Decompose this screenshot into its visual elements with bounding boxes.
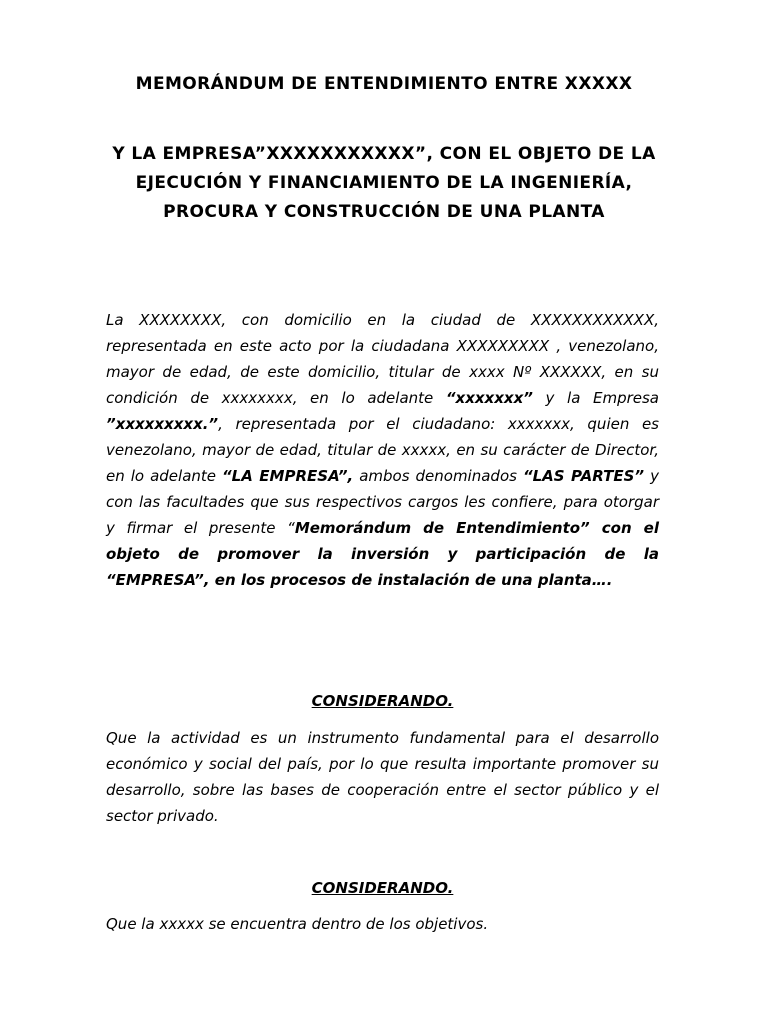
intro-text-1: La XXXXXXXX, con domicilio en la ciudad de XXXXXXXXXXXX, representada en este acto por la ciudadana XXXXXXXXX , venezolano, mayor de edad, de este domicilio, titular de xxxx Nº XXXXXX, en su condición de xxxxxxxx, en lo adelante (106, 311, 659, 407)
intro-bold-1: “xxxxxxx” (445, 389, 533, 407)
document-title-line1: MEMORÁNDUM DE ENTENDIMIENTO ENTRE XXXXX (135, 74, 633, 94)
intro-text-2: y la Empresa (532, 389, 659, 407)
considerando-heading-2: CONSIDERANDO. (311, 879, 454, 897)
intro-text-4: ambos denominados (353, 467, 523, 485)
document-title-line2: Y LA EMPRESA”XXXXXXXXXXX”, CON EL OBJETO DE LA EJECUCIÓN Y FINANCIAMIENTO DE LA INGENIERÍA, PROCURA Y CONSTRUCCIÓN DE UNA PLANTA (112, 144, 656, 222)
intro-bold-5: Memorándum de Entendimiento” con el objeto de promover la inversión y participación de la “EMPRESA”, en los procesos de instalación de una planta…. (106, 519, 659, 589)
intro-text-5: y con las facultades que sus respectivos cargos les confiere, para otorgar y firmar el presente “ (106, 467, 659, 537)
intro-paragraph (106, 307, 659, 593)
intro-bold-2: ”xxxxxxxxx.” (106, 415, 219, 433)
intro-text-3: , representada por el ciudadano: xxxxxxx, quien es venezolano, mayor de edad, titular de xxxxx, en su carácter de Director, en lo adelante (106, 415, 659, 485)
intro-bold-4: “LAS PARTES” (522, 467, 645, 485)
considerando-paragraph-2: Que la xxxxx se encuentra dentro de los objetivos. (106, 915, 489, 933)
considerando-paragraph-1: Que la actividad es un instrumento fundamental para el desarrollo económico y social del país, por lo que resulta importante promover su desarrollo, sobre las bases de cooperación entre el sector público y el sector privado. (106, 729, 659, 825)
considerando-heading-1: CONSIDERANDO. (311, 692, 454, 710)
intro-bold-3: “LA EMPRESA”, (222, 467, 354, 485)
